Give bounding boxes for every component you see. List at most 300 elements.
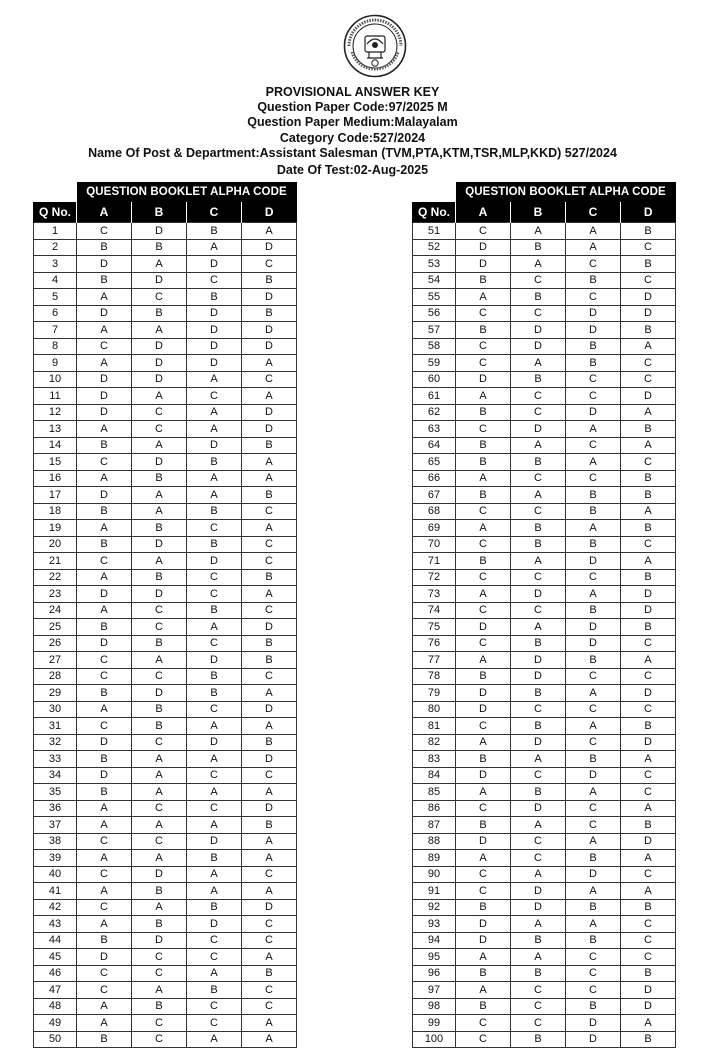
answer-code-b-cell: A	[511, 487, 566, 504]
answer-code-a-cell: B	[456, 668, 511, 685]
question-number-cell: 86	[413, 800, 456, 817]
answer-code-a-cell: C	[456, 635, 511, 652]
answer-code-d-cell: C	[621, 701, 676, 718]
answer-code-d-cell: B	[242, 817, 297, 834]
question-number-cell: 7	[34, 322, 77, 339]
question-number-cell: 35	[34, 784, 77, 801]
answer-code-a-cell: C	[77, 553, 132, 570]
answer-code-d-cell: D	[621, 586, 676, 603]
psc-emblem-seal	[343, 14, 407, 78]
answer-code-d-cell: A	[621, 751, 676, 768]
question-number-cell: 13	[34, 421, 77, 438]
answer-code-d-cell: C	[242, 866, 297, 883]
question-number-cell: 36	[34, 800, 77, 817]
table-row	[34, 800, 297, 817]
table-row	[413, 239, 676, 256]
answer-code-c-cell: C	[187, 569, 242, 586]
answer-code-c-cell: C	[566, 965, 621, 982]
answer-code-b-cell: D	[132, 866, 187, 883]
question-number-cell: 15	[34, 454, 77, 471]
answer-code-d-cell: C	[621, 272, 676, 289]
answer-code-c-cell: A	[187, 487, 242, 504]
answer-code-a-cell: A	[456, 850, 511, 867]
table-row	[34, 652, 297, 669]
answer-code-c-cell: A	[187, 817, 242, 834]
answer-code-c-cell: B	[566, 850, 621, 867]
answer-code-b-cell: A	[132, 388, 187, 405]
answer-code-a-cell: C	[77, 965, 132, 982]
answer-code-b-cell: C	[132, 949, 187, 966]
answer-code-b-cell: B	[132, 916, 187, 933]
answer-code-c-cell: B	[187, 685, 242, 702]
answer-code-b-cell: A	[132, 487, 187, 504]
answer-code-d-cell: B	[621, 520, 676, 537]
answer-code-b-cell: A	[132, 322, 187, 339]
answer-code-a-cell: C	[456, 421, 511, 438]
answer-code-a-cell: A	[77, 470, 132, 487]
answer-code-b-cell: D	[511, 322, 566, 339]
answer-code-a-cell: B	[456, 817, 511, 834]
answer-code-c-cell: D	[566, 322, 621, 339]
table-row	[413, 916, 676, 933]
table-row	[413, 586, 676, 603]
answer-code-d-cell: D	[242, 239, 297, 256]
answer-code-a-cell: C	[456, 536, 511, 553]
question-number-cell: 81	[413, 718, 456, 735]
answer-code-d-cell: B	[621, 619, 676, 636]
code-b-header: B	[132, 202, 187, 223]
table-row	[413, 817, 676, 834]
answer-code-d-cell: D	[242, 421, 297, 438]
question-number-cell: 95	[413, 949, 456, 966]
answer-code-a-cell: B	[77, 619, 132, 636]
answer-code-a-cell: B	[456, 998, 511, 1015]
answer-code-a-cell: C	[456, 800, 511, 817]
answer-code-a-cell: B	[77, 932, 132, 949]
answer-code-b-cell: B	[132, 569, 187, 586]
answer-code-d-cell: D	[242, 751, 297, 768]
answer-code-c-cell: A	[566, 239, 621, 256]
answer-code-c-cell: C	[187, 272, 242, 289]
category-code: Category Code:527/2024	[279, 131, 426, 145]
table-row	[34, 239, 297, 256]
answer-code-c-cell: C	[566, 437, 621, 454]
question-number-cell: 5	[34, 289, 77, 306]
question-number-cell: 21	[34, 553, 77, 570]
table-row	[413, 553, 676, 570]
answer-code-a-cell: A	[77, 850, 132, 867]
answer-code-c-cell: C	[187, 1015, 242, 1032]
answer-code-a-cell: C	[77, 338, 132, 355]
answer-code-b-cell: D	[511, 734, 566, 751]
answer-code-b-cell: C	[511, 602, 566, 619]
answer-code-d-cell: B	[621, 569, 676, 586]
answer-code-c-cell: C	[566, 371, 621, 388]
table-row	[413, 685, 676, 702]
question-number-cell: 25	[34, 619, 77, 636]
table-row	[413, 866, 676, 883]
answer-code-d-cell: C	[621, 635, 676, 652]
band-spacer	[34, 182, 77, 202]
table-row	[34, 355, 297, 372]
band-spacer	[413, 182, 456, 202]
answer-code-b-cell: A	[511, 949, 566, 966]
question-number-cell: 89	[413, 850, 456, 867]
answer-code-d-cell: B	[621, 1031, 676, 1048]
question-number-cell: 58	[413, 338, 456, 355]
answer-code-c-cell: A	[187, 965, 242, 982]
answer-code-b-cell: A	[511, 355, 566, 372]
answer-code-d-cell: C	[242, 982, 297, 999]
table-row	[34, 256, 297, 273]
answer-code-b-cell: D	[511, 668, 566, 685]
question-number-cell: 67	[413, 487, 456, 504]
answer-code-a-cell: A	[456, 949, 511, 966]
answer-code-a-cell: C	[456, 1031, 511, 1048]
code-d-header: D	[621, 202, 676, 223]
answer-code-b-cell: C	[132, 734, 187, 751]
answer-code-c-cell: B	[187, 503, 242, 520]
table-row	[34, 932, 297, 949]
answer-code-c-cell: C	[566, 289, 621, 306]
question-number-cell: 26	[34, 635, 77, 652]
answer-code-d-cell: D	[621, 998, 676, 1015]
answer-code-b-cell: C	[132, 1031, 187, 1048]
question-number-cell: 73	[413, 586, 456, 603]
question-number-cell: 27	[34, 652, 77, 669]
answer-code-a-cell: D	[456, 767, 511, 784]
answer-code-d-cell: D	[621, 289, 676, 306]
table-row	[34, 949, 297, 966]
answer-code-c-cell: D	[566, 619, 621, 636]
answer-code-d-cell: C	[242, 916, 297, 933]
answer-code-d-cell: D	[242, 322, 297, 339]
answer-code-c-cell: D	[187, 256, 242, 273]
paper-code: Question Paper Code:97/2025 M	[257, 100, 448, 114]
question-number-cell: 32	[34, 734, 77, 751]
answer-code-d-cell: A	[621, 883, 676, 900]
table-row	[413, 668, 676, 685]
answer-code-c-cell: B	[566, 652, 621, 669]
answer-code-a-cell: C	[77, 899, 132, 916]
table-row	[413, 569, 676, 586]
answer-code-a-cell: D	[77, 635, 132, 652]
table-row	[413, 305, 676, 322]
answer-code-d-cell: B	[621, 965, 676, 982]
answer-code-a-cell: D	[77, 371, 132, 388]
answer-code-c-cell: B	[187, 602, 242, 619]
table-row	[34, 685, 297, 702]
code-b-header: B	[511, 202, 566, 223]
answer-code-a-cell: C	[456, 1015, 511, 1032]
answer-code-d-cell: A	[242, 586, 297, 603]
answer-code-d-cell: D	[242, 404, 297, 421]
answer-code-c-cell: C	[566, 668, 621, 685]
answer-code-a-cell: B	[77, 751, 132, 768]
answer-table-right	[412, 182, 676, 1048]
answer-code-b-cell: B	[132, 998, 187, 1015]
table-row	[34, 338, 297, 355]
answer-code-c-cell: A	[187, 751, 242, 768]
question-number-cell: 10	[34, 371, 77, 388]
answer-code-a-cell: A	[77, 421, 132, 438]
answer-code-c-cell: A	[566, 454, 621, 471]
answer-code-c-cell: D	[566, 635, 621, 652]
answer-code-b-cell: B	[132, 520, 187, 537]
answer-code-b-cell: D	[132, 536, 187, 553]
answer-code-d-cell: B	[621, 817, 676, 834]
answer-code-a-cell: A	[77, 701, 132, 718]
answer-code-c-cell: B	[187, 668, 242, 685]
answer-code-b-cell: B	[511, 635, 566, 652]
answer-code-d-cell: C	[242, 536, 297, 553]
table-row	[34, 833, 297, 850]
table-row	[413, 371, 676, 388]
answer-code-c-cell: D	[187, 322, 242, 339]
question-number-cell: 78	[413, 668, 456, 685]
table-row	[413, 454, 676, 471]
answer-code-a-cell: D	[77, 949, 132, 966]
answer-code-b-cell: A	[132, 256, 187, 273]
table-row	[413, 982, 676, 999]
answer-code-b-cell: C	[132, 965, 187, 982]
table-row	[413, 1015, 676, 1032]
answer-code-c-cell: D	[187, 833, 242, 850]
answer-code-d-cell: C	[621, 355, 676, 372]
answer-code-b-cell: C	[511, 404, 566, 421]
answer-code-d-cell: A	[621, 850, 676, 867]
answer-code-b-cell: D	[511, 421, 566, 438]
table-row	[34, 602, 297, 619]
answer-code-c-cell: C	[187, 998, 242, 1015]
table-row	[34, 586, 297, 603]
answer-code-d-cell: D	[621, 982, 676, 999]
question-number-cell: 3	[34, 256, 77, 273]
answer-code-d-cell: D	[621, 734, 676, 751]
answer-code-b-cell: C	[132, 602, 187, 619]
answer-code-c-cell: D	[187, 338, 242, 355]
table-row	[413, 388, 676, 405]
answer-code-c-cell: B	[566, 602, 621, 619]
answer-code-a-cell: A	[456, 734, 511, 751]
answer-code-d-cell: B	[242, 272, 297, 289]
answer-code-c-cell: A	[566, 685, 621, 702]
answer-code-a-cell: A	[456, 784, 511, 801]
answer-code-d-cell: A	[242, 833, 297, 850]
table-row	[34, 536, 297, 553]
table-row	[34, 388, 297, 405]
answer-code-d-cell: B	[621, 223, 676, 240]
question-number-cell: 42	[34, 899, 77, 916]
question-number-cell: 84	[413, 767, 456, 784]
answer-code-b-cell: C	[132, 800, 187, 817]
table-row	[413, 338, 676, 355]
answer-code-a-cell: B	[456, 272, 511, 289]
table-row	[34, 569, 297, 586]
answer-code-b-cell: B	[511, 239, 566, 256]
question-number-cell: 49	[34, 1015, 77, 1032]
question-number-cell: 31	[34, 718, 77, 735]
answer-code-a-cell: C	[77, 454, 132, 471]
table-row	[34, 272, 297, 289]
question-number-cell: 29	[34, 685, 77, 702]
answer-code-b-cell: C	[132, 289, 187, 306]
question-number-cell: 33	[34, 751, 77, 768]
answer-code-c-cell: C	[187, 767, 242, 784]
question-number-cell: 46	[34, 965, 77, 982]
answer-code-c-cell: C	[566, 701, 621, 718]
answer-code-d-cell: B	[242, 305, 297, 322]
answer-code-a-cell: B	[77, 1031, 132, 1048]
table-row	[34, 1031, 297, 1048]
answer-code-b-cell: A	[132, 899, 187, 916]
answer-code-b-cell: C	[132, 619, 187, 636]
code-c-header: C	[187, 202, 242, 223]
answer-code-d-cell: A	[242, 850, 297, 867]
question-number-cell: 75	[413, 619, 456, 636]
answer-code-d-cell: A	[621, 553, 676, 570]
table-row	[34, 1015, 297, 1032]
answer-code-d-cell: C	[242, 553, 297, 570]
table-row	[413, 470, 676, 487]
answer-code-c-cell: D	[566, 1015, 621, 1032]
question-number-cell: 77	[413, 652, 456, 669]
question-number-cell: 39	[34, 850, 77, 867]
table-row	[413, 272, 676, 289]
table-row	[413, 404, 676, 421]
table-row	[34, 619, 297, 636]
answer-code-d-cell: C	[621, 668, 676, 685]
answer-code-a-cell: C	[77, 223, 132, 240]
question-number-cell: 47	[34, 982, 77, 999]
answer-code-c-cell: C	[566, 949, 621, 966]
answer-code-d-cell: C	[242, 371, 297, 388]
answer-code-d-cell: C	[242, 767, 297, 784]
question-number-cell: 18	[34, 503, 77, 520]
answer-code-c-cell: A	[566, 520, 621, 537]
table-row	[413, 635, 676, 652]
question-number-cell: 48	[34, 998, 77, 1015]
answer-code-c-cell: D	[566, 305, 621, 322]
answer-code-b-cell: B	[132, 635, 187, 652]
answer-code-c-cell: A	[187, 404, 242, 421]
answer-code-b-cell: B	[511, 1031, 566, 1048]
table-row	[34, 289, 297, 306]
answer-code-a-cell: C	[456, 503, 511, 520]
code-c-header: C	[566, 202, 621, 223]
answer-code-d-cell: C	[621, 536, 676, 553]
code-a-header: A	[77, 202, 132, 223]
table-row	[413, 718, 676, 735]
answer-code-c-cell: A	[566, 784, 621, 801]
question-number-cell: 37	[34, 817, 77, 834]
answer-code-b-cell: B	[511, 371, 566, 388]
answer-code-d-cell: B	[621, 718, 676, 735]
table-row	[34, 668, 297, 685]
answer-code-b-cell: C	[511, 569, 566, 586]
question-number-cell: 61	[413, 388, 456, 405]
table-row	[413, 701, 676, 718]
answer-code-a-cell: D	[77, 256, 132, 273]
answer-code-d-cell: A	[242, 718, 297, 735]
question-number-cell: 54	[413, 272, 456, 289]
table-row	[413, 899, 676, 916]
question-number-cell: 17	[34, 487, 77, 504]
answer-code-c-cell: B	[566, 503, 621, 520]
answer-code-d-cell: A	[621, 800, 676, 817]
question-number-cell: 55	[413, 289, 456, 306]
answer-code-b-cell: A	[511, 751, 566, 768]
question-number-cell: 16	[34, 470, 77, 487]
answer-code-a-cell: B	[77, 503, 132, 520]
question-number-cell: 72	[413, 569, 456, 586]
table-row	[34, 470, 297, 487]
answer-code-c-cell: B	[187, 289, 242, 306]
answer-code-d-cell: B	[242, 487, 297, 504]
answer-code-a-cell: D	[77, 767, 132, 784]
question-number-cell: 91	[413, 883, 456, 900]
answer-code-c-cell: B	[566, 932, 621, 949]
answer-code-a-cell: A	[456, 982, 511, 999]
answer-code-d-cell: A	[242, 949, 297, 966]
answer-code-c-cell: A	[566, 421, 621, 438]
question-number-cell: 69	[413, 520, 456, 537]
table-row	[34, 322, 297, 339]
answer-code-d-cell: B	[621, 487, 676, 504]
answer-code-d-cell: C	[621, 932, 676, 949]
table-row	[34, 454, 297, 471]
answer-code-a-cell: A	[77, 800, 132, 817]
answer-code-d-cell: C	[621, 239, 676, 256]
table-row	[413, 850, 676, 867]
answer-code-c-cell: A	[566, 586, 621, 603]
table-row	[413, 520, 676, 537]
answer-code-a-cell: A	[77, 883, 132, 900]
answer-code-c-cell: D	[566, 404, 621, 421]
question-number-cell: 6	[34, 305, 77, 322]
answer-code-a-cell: D	[456, 916, 511, 933]
answer-code-d-cell: B	[242, 734, 297, 751]
question-number-cell: 30	[34, 701, 77, 718]
answer-code-d-cell: D	[242, 701, 297, 718]
answer-code-d-cell: D	[242, 338, 297, 355]
question-number-cell: 74	[413, 602, 456, 619]
answer-code-b-cell: A	[132, 850, 187, 867]
answer-code-a-cell: C	[77, 866, 132, 883]
question-number-cell: 68	[413, 503, 456, 520]
answer-code-a-cell: D	[77, 734, 132, 751]
table-row	[413, 767, 676, 784]
answer-code-d-cell: A	[242, 784, 297, 801]
answer-code-d-cell: A	[242, 883, 297, 900]
table-row	[413, 734, 676, 751]
answer-code-d-cell: A	[621, 404, 676, 421]
answer-code-c-cell: D	[566, 553, 621, 570]
answer-code-a-cell: B	[456, 454, 511, 471]
qno-header: Q No.	[413, 202, 456, 223]
answer-code-c-cell: C	[187, 800, 242, 817]
answer-code-c-cell: A	[187, 470, 242, 487]
table-row	[413, 437, 676, 454]
table-row	[413, 949, 676, 966]
answer-code-b-cell: B	[511, 965, 566, 982]
answer-code-a-cell: D	[456, 701, 511, 718]
test-date: Date Of Test:02-Aug-2025	[276, 163, 429, 177]
answer-code-c-cell: B	[187, 850, 242, 867]
table-row	[413, 289, 676, 306]
answer-code-d-cell: A	[242, 223, 297, 240]
table-row	[413, 619, 676, 636]
